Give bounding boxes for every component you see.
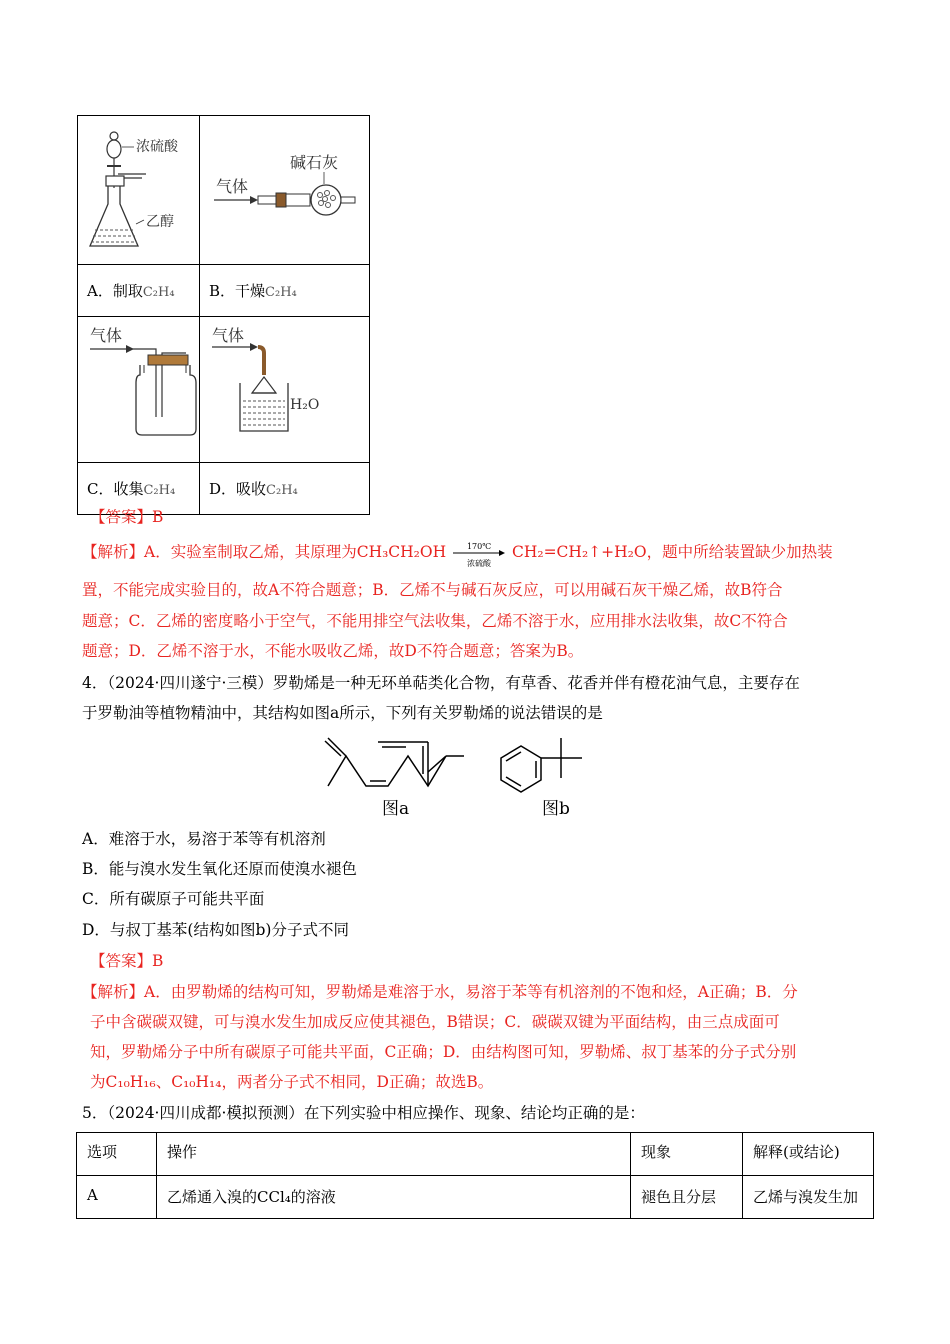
q4-analysis-line-3: 知，罗勒烯分子中所有碳原子可能共平面，C正确；D．由结构图可知，罗勒烯、叔丁基苯的分子式分别	[90, 1043, 797, 1061]
q4-answer: 【答案】B	[90, 952, 164, 970]
q5-stem: 5．（2024·四川成都·模拟预测）在下列实验中相应操作、现象、结论均正确的是：	[82, 1104, 645, 1122]
soda-lime-label: 碱石灰	[290, 153, 339, 172]
structure-figures	[320, 728, 630, 820]
reaction-arrow	[451, 542, 507, 568]
q3-product: CH₂=CH₂↑+H₂O，题中所给装置缺少加热装	[511, 543, 833, 561]
row-a-phenomenon: 褪色且分层	[631, 1176, 743, 1219]
q4-option-a: A．难溶于水，易溶于苯等有机溶剂	[82, 830, 326, 848]
fig-a-label: 图a	[382, 799, 410, 819]
caption-d-text: D．吸收	[209, 480, 267, 498]
q4-analysis-line-4: 为C₁₀H₁₆、C₁₀H₁₄，两者分子式不相同，D正确；故选B。	[90, 1073, 494, 1091]
apparatus-cell-a	[78, 116, 200, 265]
q4-analysis-line-1: 【解析】A．由罗勒烯的结构可知，罗勒烯是难溶于水，易溶于苯等有机溶剂的不饱和烃，A正确；B．分	[82, 983, 798, 1001]
q3-analysis-line-3: 题意；C．乙烯的密度略小于空气，不能用排空气法收集，乙烯不溶于水，应用排水法收集，故C不符合	[82, 612, 788, 630]
caption-b-text: B．干燥	[209, 282, 266, 300]
water-absorption-diagram	[200, 317, 369, 458]
q4-option-c: C．所有碳原子可能共平面	[82, 890, 265, 908]
header-phenomenon: 现象	[631, 1133, 743, 1176]
condition-bottom: 浓硫酸	[467, 559, 492, 568]
apparatus-table	[77, 115, 370, 515]
caption-d-formula: C₂H₄	[266, 483, 298, 498]
q3-analysis-line-1	[82, 542, 833, 568]
gas-label-c: 气体	[90, 326, 123, 345]
apparatus-cell-b	[200, 116, 370, 265]
q3-reactant: CH₃CH₂OH	[356, 543, 447, 561]
table-row	[77, 1176, 874, 1219]
condition-top: 170℃	[466, 542, 492, 551]
tert-butylbenzene-structure	[501, 738, 582, 792]
ethylene-generator-diagram	[78, 116, 199, 260]
q5-table-header	[77, 1133, 874, 1176]
caption-a	[78, 265, 200, 317]
q4-analysis-line-2: 子中含碳碳双键，可与溴水发生加成反应使其褪色，B错误；C．碳碳双键为平面结构，由三点成面可	[90, 1013, 780, 1031]
caption-c-text: C．收集	[87, 480, 144, 498]
q4-option-b: B．能与溴水发生氧化还原而使溴水褪色	[82, 860, 357, 878]
q4-stem-line-2: 于罗勒油等植物精油中，其结构如图a所示，下列有关罗勒烯的说法错误的是	[82, 704, 603, 722]
gas-label-d: 气体	[212, 326, 245, 345]
row-a-option: A	[77, 1176, 157, 1219]
caption-a-formula: C₂H₄	[142, 285, 175, 300]
row-a-operation: 乙烯通入溴的CCl₄的溶液	[157, 1176, 631, 1219]
q3-answer: 【答案】B	[90, 508, 164, 526]
header-explanation: 解释(或结论)	[743, 1133, 874, 1176]
q3-analysis-line-4: 题意；D．乙烯不溶于水，不能水吸收乙烯，故D不符合题意；答案为B。	[82, 642, 584, 660]
ethanol-label: 乙醇	[146, 214, 174, 230]
q3-analysis-line-2: 置，不能完成实验目的，故A不符合题意；B．乙烯不与碱石灰反应，可以用碱石灰干燥乙烯，故B符合	[82, 581, 783, 599]
fig-b-label: 图b	[542, 799, 570, 819]
caption-c-formula: C₂H₄	[143, 483, 176, 498]
drying-tube-diagram	[200, 116, 369, 260]
apparatus-cell-d	[200, 317, 370, 463]
ocimene-structure	[325, 738, 464, 786]
conc-sulfuric-acid-label: 浓硫酸	[136, 139, 178, 155]
q4-option-d: D．与叔丁基苯(结构如图b)分子式不同	[82, 921, 349, 939]
header-operation: 操作	[157, 1133, 631, 1176]
caption-b	[200, 265, 370, 317]
caption-b-formula: C₂H₄	[265, 285, 297, 300]
row-a-explanation: 乙烯与溴发生加	[743, 1176, 874, 1219]
caption-a-text: A．制取	[87, 282, 143, 300]
q4-stem-line-1: 4．（2024·四川遂宁·三模）罗勒烯是一种无环单萜类化合物，有草香、花香并伴有橙花油气息，主要存在	[82, 674, 800, 692]
gas-label: 气体	[216, 177, 249, 196]
caption-d	[200, 463, 370, 515]
header-option: 选项	[77, 1133, 157, 1176]
q3-analysis-prefix: 【解析】A．实验室制取乙烯，其原理为	[82, 543, 357, 561]
apparatus-cell-c	[78, 317, 200, 463]
gas-collection-bottle-diagram	[78, 317, 199, 458]
water-label: H₂O	[290, 397, 320, 413]
q5-table	[76, 1132, 874, 1219]
